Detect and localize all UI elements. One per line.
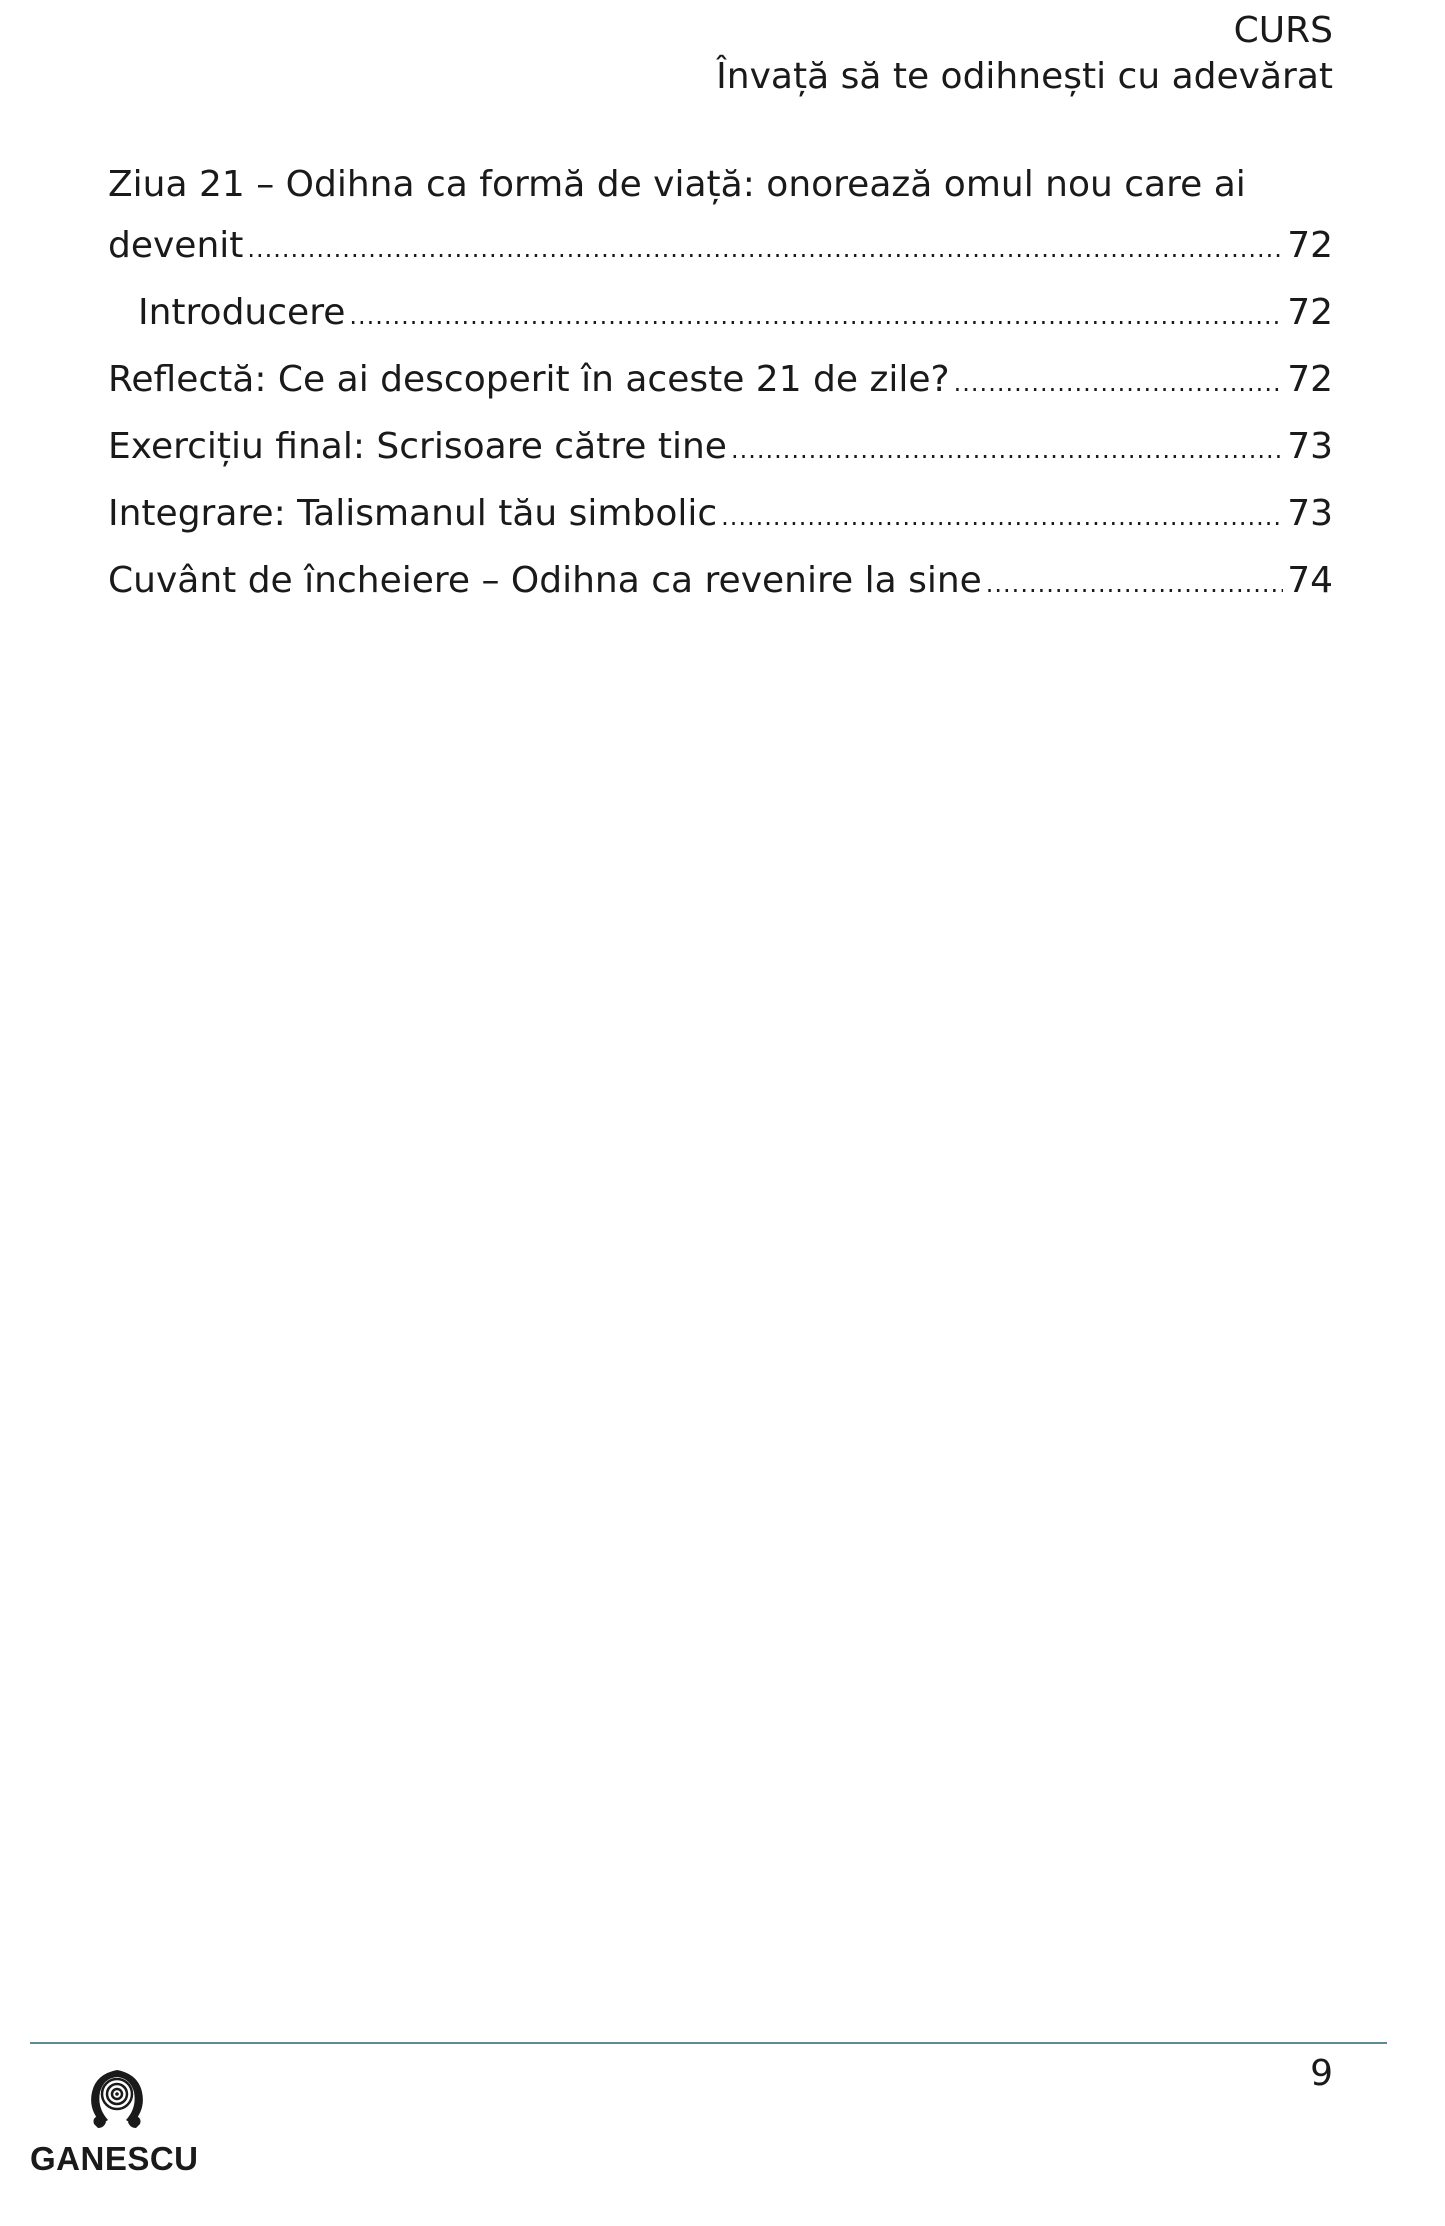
- toc-entry-title: devenit: [108, 225, 244, 266]
- ganescu-logo-icon: [82, 2062, 152, 2132]
- logo-wordmark: GANESCU: [30, 2140, 199, 2177]
- toc-leader-dots: [349, 279, 1283, 350]
- toc-leader-dots: [247, 212, 1283, 283]
- toc-entry-integrare[interactable]: [108, 480, 1333, 547]
- table-of-contents: [108, 158, 1333, 614]
- toc-entry-page: 73: [1287, 493, 1333, 534]
- toc-entry-title: Exercițiu final: Scrisoare către tine: [108, 426, 727, 467]
- running-header: [716, 8, 1333, 100]
- ganescu-logo: [30, 2062, 199, 2182]
- toc-entry-day21-line2[interactable]: [108, 212, 1333, 279]
- toc-entry-introducere[interactable]: [108, 279, 1333, 346]
- toc-leader-dots: [721, 480, 1283, 551]
- toc-leader-dots: [731, 413, 1283, 484]
- toc-entry-title: Cuvânt de încheiere – Odihna ca revenire la sine: [108, 560, 982, 601]
- toc-entry-exercitiu-final[interactable]: [108, 413, 1333, 480]
- toc-leader-dots: [986, 547, 1283, 618]
- toc-leader-dots: [954, 346, 1284, 417]
- page-number: 9: [1310, 2053, 1333, 2094]
- header-course-label: CURS: [1233, 10, 1333, 51]
- toc-entry-day21-line1[interactable]: [108, 158, 1333, 212]
- toc-entry-page: 72: [1287, 225, 1333, 266]
- toc-entry-title: Ziua 21 – Odihna ca formă de viață: onorează omul nou care ai: [108, 164, 1246, 205]
- toc-entry-page: 74: [1287, 560, 1333, 601]
- toc-entry-title: Integrare: Talismanul tău simbolic: [108, 493, 718, 534]
- header-course-title: Învață să te odihnești cu adevărat: [716, 56, 1333, 97]
- footer-divider: [30, 2042, 1387, 2044]
- toc-entry-reflecta[interactable]: [108, 346, 1333, 413]
- toc-entry-title: Reflectă: Ce ai descoperit în aceste 21 de zile?: [108, 359, 950, 400]
- toc-entry-cuvant-de-incheiere[interactable]: [108, 547, 1333, 614]
- toc-entry-title: Introducere: [138, 292, 346, 333]
- toc-entry-page: 72: [1287, 292, 1333, 333]
- toc-entry-page: 72: [1287, 359, 1333, 400]
- toc-entry-page: 73: [1287, 426, 1333, 467]
